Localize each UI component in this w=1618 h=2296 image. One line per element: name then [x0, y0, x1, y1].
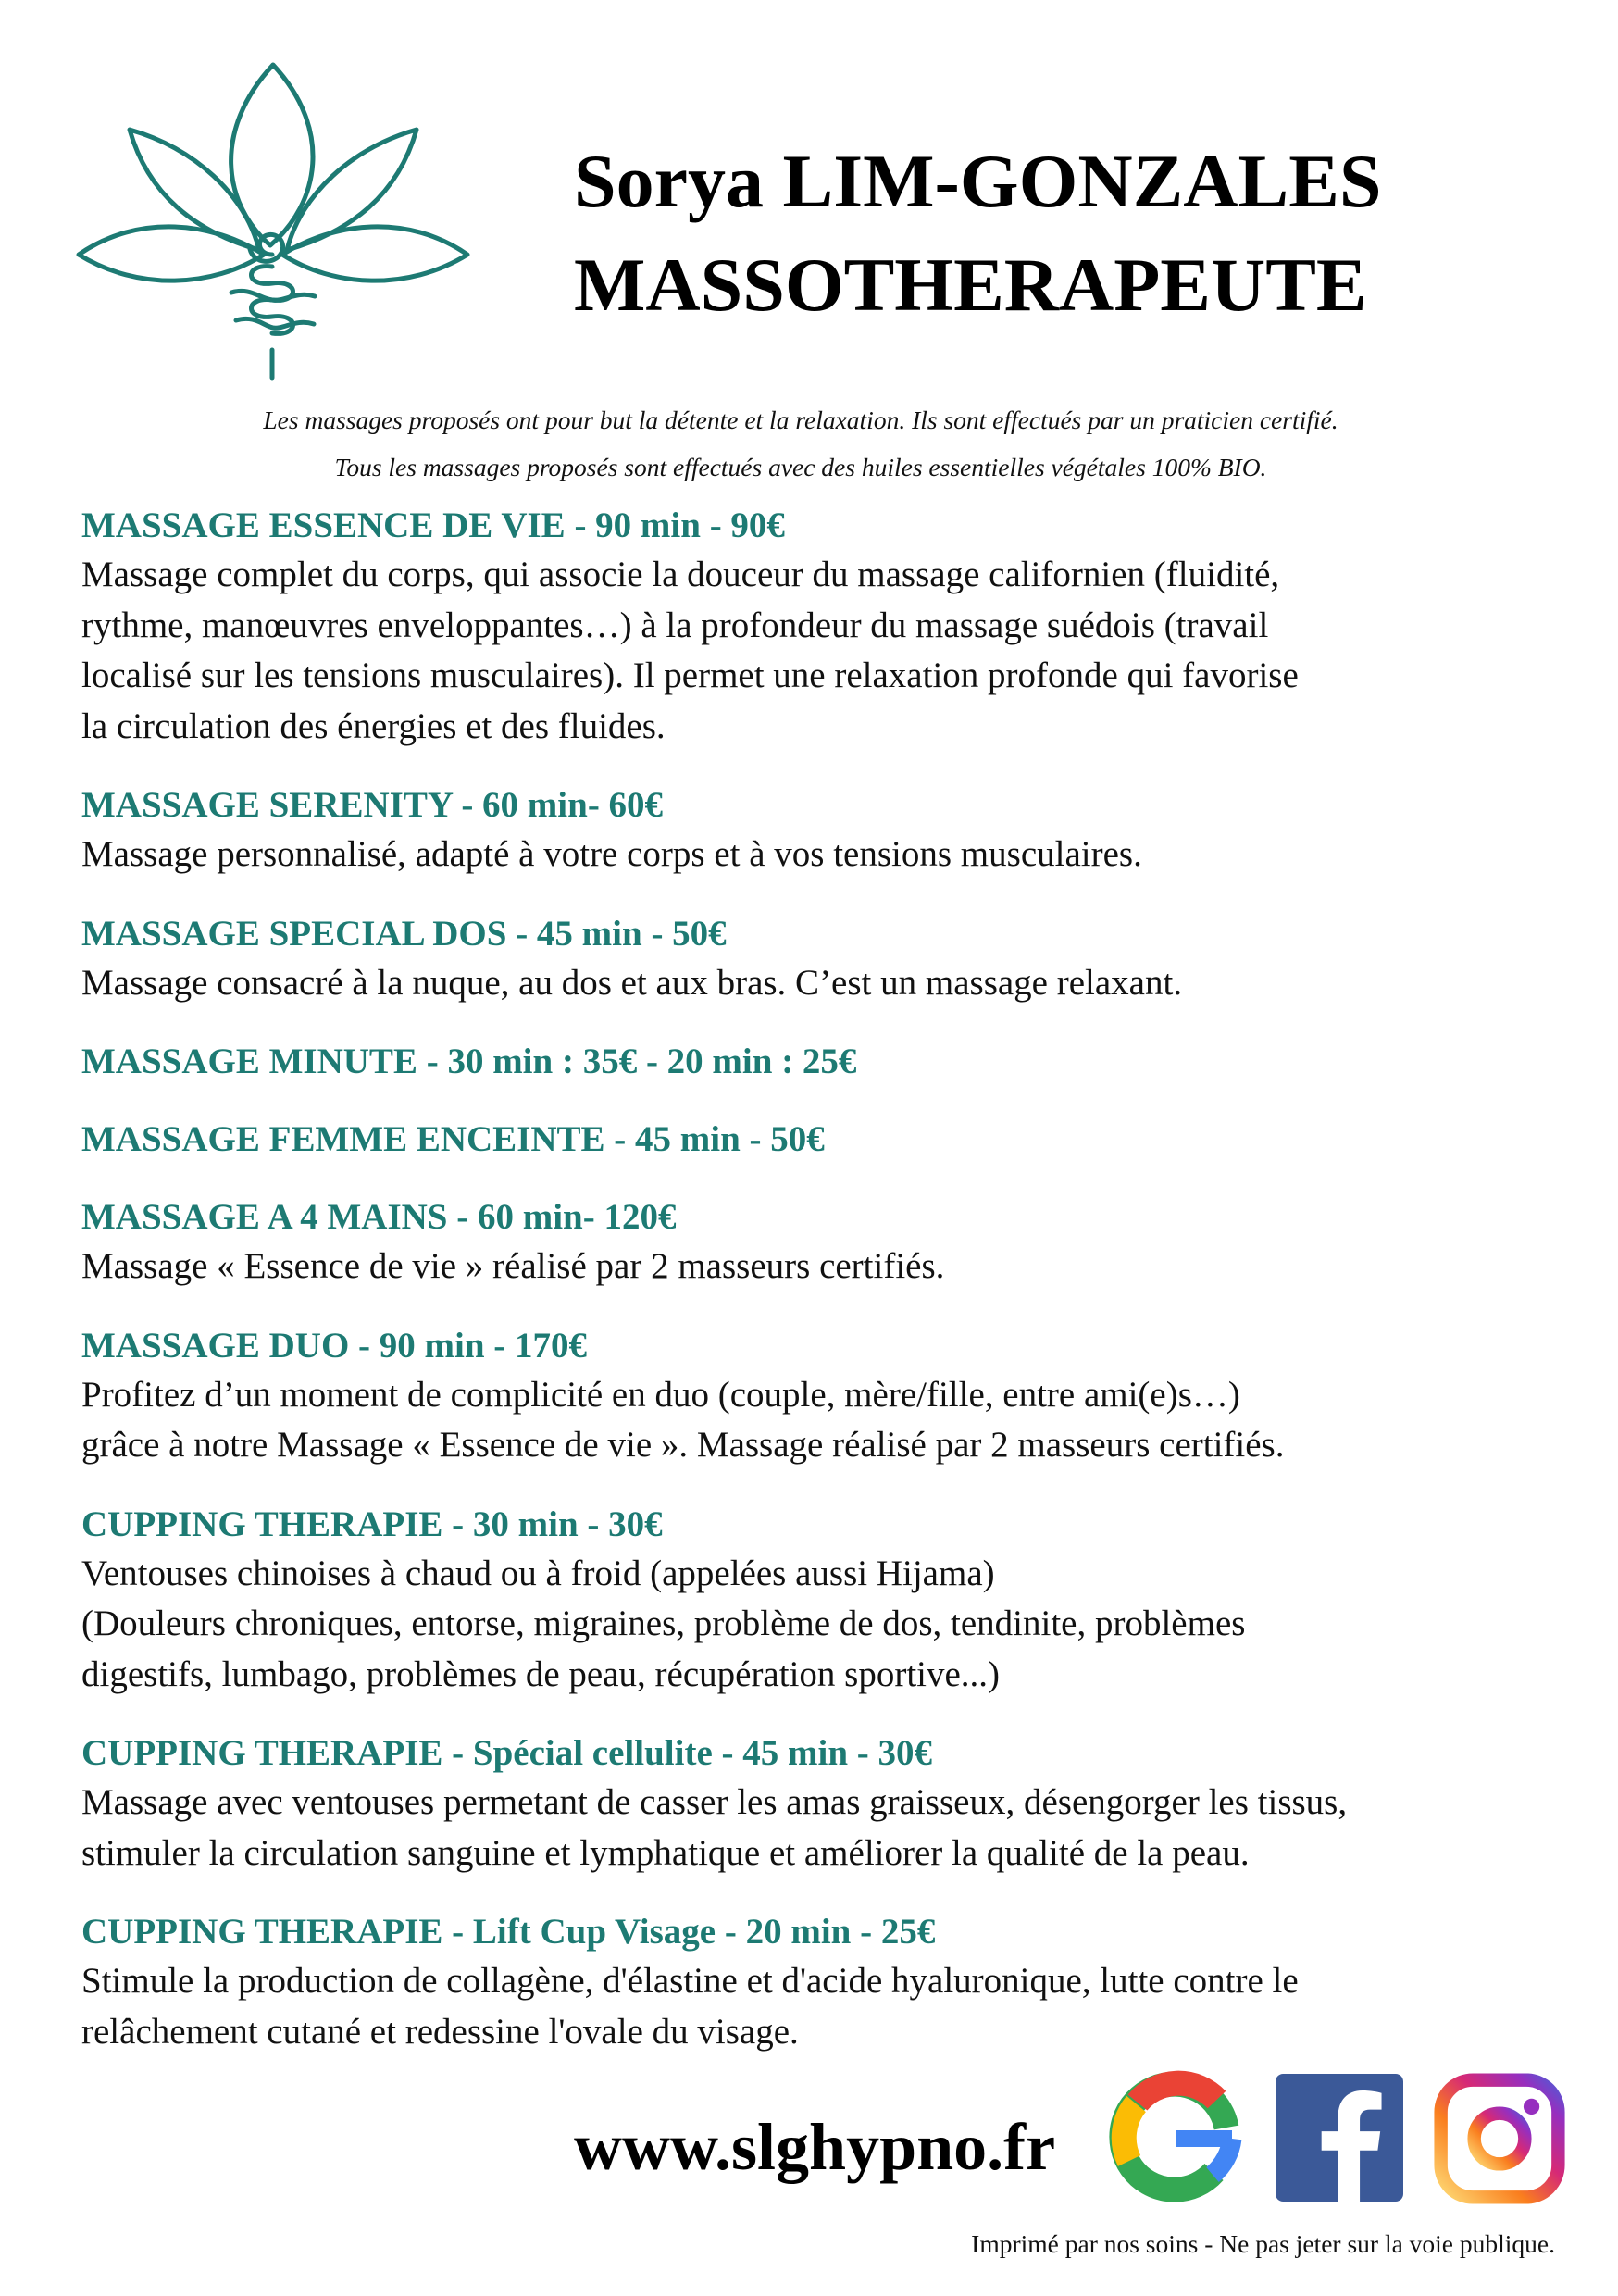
- service-item: [81, 910, 1581, 1009]
- service-heading: MASSAGE DUO - 90 min - 170€: [81, 1325, 588, 1366]
- service-item: [81, 1729, 1581, 1878]
- service-item: [81, 781, 1581, 880]
- service-description: Massage avec ventouses permetant de casser les amas graisseux, désengorger les tissus, stimuler la circulation sanguine et lymphatique et améliorer la qualité de la peau.: [81, 1782, 1348, 1873]
- service-heading: MASSAGE SPECIAL DOS - 45 min - 50€: [81, 913, 727, 954]
- website-link[interactable]: www.slghypno.fr: [574, 2110, 1056, 2184]
- service-heading: MASSAGE FEMME ENCEINTE - 45 min - 50€: [81, 1119, 825, 1159]
- service-heading: MASSAGE MINUTE - 30 min : 35€ - 20 min : 25€: [81, 1042, 857, 1081]
- intro-line-2: Tous les massages proposés sont effectués avec des huiles essentielles végétales 100% BIO.: [334, 453, 1267, 481]
- service-item: [81, 1501, 1581, 1701]
- service-item: [81, 1038, 1581, 1086]
- service-description: Stimule la production de collagène, d'élastine et d'acide hyaluronique, lutte contre le relâchement cutané et redessine l'ovale du visage.: [81, 1961, 1299, 2052]
- printed-notice: Imprimé par nos soins - Ne pas jeter sur la voie publique.: [971, 2229, 1555, 2258]
- service-heading: CUPPING THERAPIE - Lift Cup Visage - 20 min - 25€: [81, 1912, 936, 1952]
- service-item: [81, 1116, 1581, 1164]
- service-description: Massage personnalisé, adapté à votre corps et à vos tensions musculaires.: [81, 834, 1142, 874]
- lotus-logo-icon: [74, 56, 472, 389]
- service-item: [81, 1322, 1581, 1471]
- service-item: [81, 1193, 1581, 1292]
- service-description: Massage complet du corps, qui associe la douceur du massage californien (fluidité, rythme, manœuvres enveloppantes…) à la profondeur du massage suédois (travail localisé sur les tensions musculaires). Il permet une relaxation profonde qui favorise la circulation des énergies et des fluides.: [81, 555, 1299, 746]
- service-heading: MASSAGE ESSENCE DE VIE - 90 min - 90€: [81, 505, 785, 545]
- facebook-icon[interactable]: [1276, 2074, 1403, 2202]
- service-heading: MASSAGE A 4 MAINS - 60 min- 120€: [81, 1197, 677, 1237]
- title-block: [574, 130, 1546, 337]
- service-description: Massage consacré à la nuque, au dos et aux bras. C’est un massage relaxant.: [81, 962, 1183, 1003]
- service-heading: CUPPING THERAPIE - 30 min - 30€: [81, 1504, 663, 1544]
- google-icon[interactable]: [1107, 2066, 1246, 2205]
- service-item: [81, 502, 1581, 752]
- service-item: [81, 1908, 1581, 2057]
- service-heading: MASSAGE SERENITY - 60 min- 60€: [81, 785, 664, 825]
- service-description: Massage « Essence de vie » réalisé par 2 masseurs certifiés.: [81, 1246, 945, 1286]
- service-description: Profitez d’un moment de complicité en duo (couple, mère/fille, entre ami(e)s…) grâce à notre Massage « Essence de vie ». Massage réalisé par 2 masseurs certifiés.: [81, 1374, 1285, 1465]
- services-list: [81, 502, 1581, 2057]
- intro-text: [74, 396, 1527, 491]
- profession-title: MASSOTHERAPEUTE: [574, 243, 1367, 327]
- service-description: Ventouses chinoises à chaud ou à froid (appelées aussi Hijama) (Douleurs chroniques, entorse, migraines, problème de dos, tendinite, problèmes digestifs, lumbago, problèmes de peau, récupération sportive...): [81, 1553, 1246, 1694]
- footer: [0, 2055, 1618, 2240]
- service-heading: CUPPING THERAPIE - Spécial cellulite - 45 min - 30€: [81, 1733, 932, 1773]
- intro-line-1: Les massages proposés ont pour but la détente et la relaxation. Ils sont effectués par un praticien certifié.: [263, 406, 1338, 434]
- instagram-icon[interactable]: [1433, 2072, 1566, 2205]
- practitioner-name: Sorya LIM-GONZALES: [574, 139, 1382, 223]
